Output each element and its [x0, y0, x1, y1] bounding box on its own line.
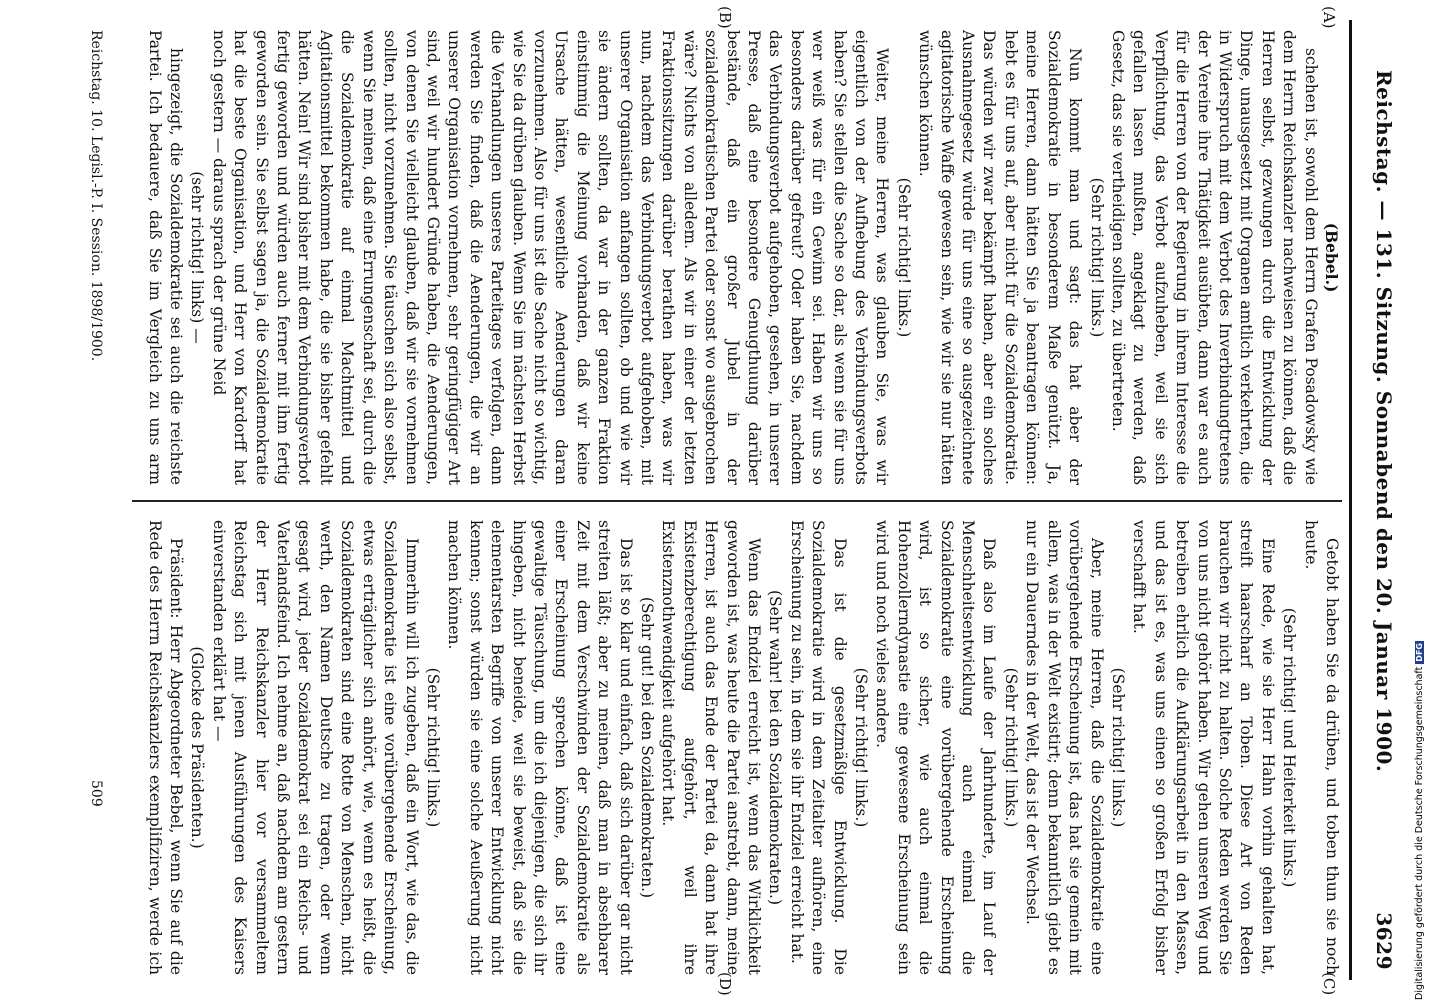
interjection: (Bebel.)	[1322, 222, 1341, 293]
interjection: (Sehr richtig! links.)	[1087, 177, 1106, 338]
paragraph: Daß also im Laufe der Jahrhunderte, im Lauf der Menschheitsentwicklung auch einmal die Sozialdemokratie eine vorübergehende Erscheinung wird, ist so sicher, wie auch einmal die Hohenzollerndynastie eine gewesene Erscheinung sein wird und noch vieles andere.	[873, 520, 999, 975]
footer-source: Reichstag. 10. Legisl.-P. I. Session. 1898/1900.	[88, 30, 104, 362]
page-footer	[88, 30, 104, 490]
interjection: (Sehr richtig! links.)	[894, 177, 913, 338]
paragraph: Weiter, meine Herren, was glauben Sie, was wir eigentlich von der Aufhebung des Verbindungsverbots haben? Sie stellen die Sache so dar, als wenn sie für uns wer weiß was für ein Gewinn sei. Haben wir uns so besonders darüber gefreut? Oder haben Sie, nachdem das Verbindungsverbot aufgehoben, gesehen, in unserer Presse, daß eine besondere Genugthuung darüber bestände, daß ein großer Jubel in der sozialdemokratischen Partei oder sonst wo ausgebrochen wäre? Nichts von alledem. Als wir in einer der letzten Fraktionssitzungen darüber berathen haben, was wir nun, nachdem das Verbindungsverbot aufgehoben, mit unserer Organisation anfangen sollten, ob und wie wir sie ändern sollten, da war in der ganzen Fraktion einstimmig die Meinung vorhanden, daß wir keine Ursache hätten, wesentliche Aenderungen daran vorzunehmen. Also für uns ist die Sache nicht so wichtig, wie Sie da drüben glauben. Wenn Sie im nächsten Herbst die Verhandlungen unseres Parteitages verfolgen, dann werden Sie finden, daß die Aenderungen, die wir an unserer Organisation vornehmen, sehr geringfügiger Art sind, weil wir hundert Gründe haben, die Aenderungen, von denen Sie vielleicht glauben, daß wir sie vornehmen sollten, nicht vorzunehmen. Sie täuschen sich also selbst, wenn Sie meinen, daß eine Errungenschaft sei, durch die die Sozialdemokratie auf einmal Machtmittel und Agitationsmittel bekommen habe, die sie bisher gefehlt hätten. Nein! Wir sind bisher mit dem Verbindungsverbot fertig geworden und würden auch ferner mit ihm fertig geworden sein. Sie selbst sagen ja, die Sozialdemokratie hat die beste Organisation, und Herr von Kardorff hat noch gestern — daraus sprach der grüne Neid	[209, 30, 892, 485]
interjection: (Glocke des Präsidenten.)	[188, 646, 207, 849]
margin-marker-c: (C)	[1320, 972, 1338, 996]
interjection: (Sehr richtig! links.)	[852, 667, 871, 828]
dfg-logo: DFG	[1415, 643, 1424, 662]
interjection: (Sehr richtig! und Heiterkeit links.)	[1280, 607, 1299, 888]
interjection: (Sehr wahr! bei den Sozialdemokraten.)	[766, 590, 785, 905]
paragraph: Eine Rede, wie sie Herr Hahn vorhin gehalten hat, streift haarscharf an Toben. Diese Art von Reden brauchen wir nicht zu halten. Solche Reden werden Sie von uns nicht gehört haben. Wir gehen unseren Weg und betreiben ehrlich die Aufklärungsarbeit in den Massen, und das ist es, was uns einen so großen Erfolg bisher verschafft hat.	[1130, 520, 1277, 975]
paragraph: Immerhin will ich zugeben, daß ein Wort, wie das, die Sozialdemokratie ist eine vorübergehende Erscheinung, etwas erträglicher sich anhört, wie, wenn es heißt, die Sozialdemokraten sind eine Rotte von Menschen, nicht werth, den Namen Deutsche zu tragen, oder wenn gesagt wird, jeder Sozialdemokrat sei ein Reichs- und Vaterlandsfeind. Ich nehme an, daß nachdem am gestern der Herr Reichskanzler hier vor versammeltem Reichstag sich mit jenen Ausführungen des Kaisers einverstanden erklärt hat —	[209, 520, 421, 975]
side-credit-text: Digitalisierung gefördert durch die Deutsche Forschungsgemeinschaft	[1414, 666, 1425, 1000]
paragraph: schehen ist, sowohl dem Herrn Grafen Posadowsky wie dem Herrn Reichskanzler nachweisen zu können, daß die Herren selbst, gezwungen durch die Entwicklung der Dinge, unausgesetzt mit Organen amtlich verkehrten, die in Widerspruch mit dem Verbot des Inverbindungtretens der Vereine ihre Thätigkeit ausübten, dann war es auch für die Herren von der Regierung in ihrem Interesse die Verpflichtung, das Verbot aufzuheben, weil sie sich gefallen lassen mußten, angeklagt zu werden, daß Gesetz, das sie vertheidigen sollten, zu übertreten.	[1108, 30, 1320, 485]
running-title: Reichstag. — 131. Sitzung. Sonnabend den 20. Januar 1900.	[1372, 70, 1396, 773]
margin-marker-b: (B)	[716, 6, 734, 29]
paragraph: Aber, meine Herren, daß die Sozialdemokratie eine vorübergehende Erscheinung ist, das hat sie gemein mit allem, was in der Welt existirt; denn bekanntlich giebt es nur ein Dauerndes in der Welt, das ist der Wechsel.	[1023, 520, 1106, 975]
paragraph: Das ist so klar und einfach, daß sich darüber gar nicht streiten läßt; aber zu meinen, daß man in absehbarer Zeit mit dem Verschwinden der Sozialdemokratie als einer Erscheinung sprechen könne, daß ist eine gewaltige Täuschung, um die ich diejenigen, die sich ihr hingeben, nicht beneide, weil sie beweist, daß sie die elementarsten Begriffe von unserer Entwicklung nicht kennen; sonst würden sie eine solche Aeußerung nicht machen können.	[445, 520, 635, 975]
header-rule	[1349, 20, 1352, 980]
paragraph: Wenn das Endziel erreicht ist, wenn das Wirklichkeit geworden ist, was heute die Partei anstrebt, dann, meine Herren, ist auch das Ende der Partei da, dann hat ihre Existenzberechtigung aufgehört, weil ihre Existenznothwendigkeit aufgehört hat.	[659, 520, 764, 975]
paragraph: hingezeigt, die Sozialdemokratie sei auch die reichste Partei. Ich bedauere, daß Sie im Vergleich zu uns arm	[145, 30, 186, 485]
paragraph: Getobt haben Sie da drüben, und toben thun sie noch heute.	[1301, 520, 1341, 975]
interjection: (Sehr richtig! links.)	[1108, 667, 1127, 828]
paragraph: Nun kommt man und sagt: das hat aber der Sozialdemokratie in besonderem Maße genützt. Ja, meine Herren, dann hätten Sie ja beantragen können: hebt es für uns auf, aber nicht für die Sozialdemokratie. Das würden wir zwar bekämpft haben, aber ein solches Ausnahmegesetz würde für uns eine so ausgezeichnete agitatorische Waffe gewesen sein, wie wir sie nur hätten wünschen können.	[916, 30, 1085, 485]
margin-marker-a: (A)	[1320, 6, 1338, 29]
left-column	[142, 30, 1342, 485]
paragraph: Präsident: Herr Abgeordneter Bebel, wenn Sie auf die Rede des Herrn Reichskanzlers exemplifiziren, werde ich	[145, 520, 186, 975]
paragraph: Das ist die gesetzmäßige Entwicklung. Die Sozialdemokratie wird in dem Zeitalter aufhören, eine Erscheinung zu sein, in dem sie ihr Endziel erreicht hat.	[787, 520, 849, 975]
interjection: (Sehr gut! bei den Sozialdemokraten.)	[638, 596, 656, 899]
column-divider	[132, 500, 1342, 502]
interjection: (Sehr richtig! links.)	[423, 667, 442, 828]
interjection: (sehr richtig! links) —	[188, 171, 207, 344]
page-number: 3629	[1372, 912, 1396, 970]
page-header	[1364, 70, 1404, 970]
margin-marker-d: (D)	[716, 972, 734, 996]
footer-page-number: 509	[88, 780, 104, 807]
interjection: (Sehr richtig! links.)	[1001, 667, 1020, 828]
right-column	[142, 520, 1342, 975]
